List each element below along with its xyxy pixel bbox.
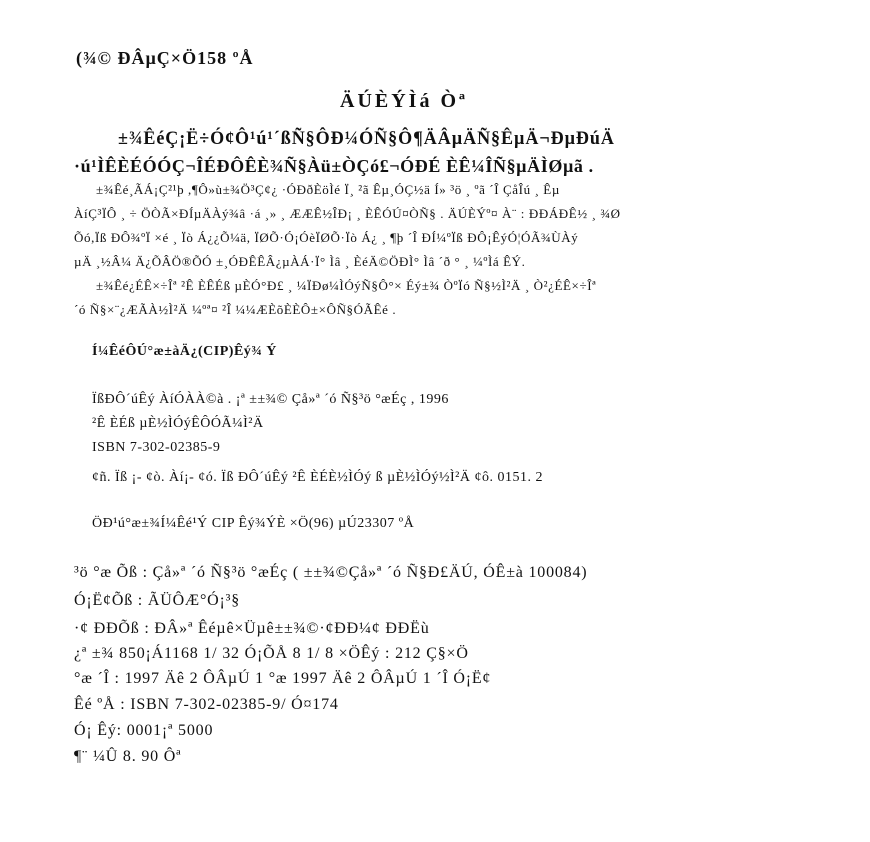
cip-classification: ¢ñ. Ïß ¡- ¢ò. Àí¡- ¢ó. Ïß ÐÔ´úÊý ²Ê ÈÉÈ½ÌÓý ß µÈ½ÌÓý½Ì²Ä ¢ô. 0151. 2 — [92, 470, 543, 485]
distributor-line: ·¢ ÐÐÕß : ÐÂ»ª Êéµê×Üµê±±¾©·¢ÐÐ¼¢ ÐÐËù — [74, 620, 430, 637]
summary-paragraph-line: Õó,Ïß ÐÔ¾ºÏ ×é ¸ Ïò Á¿¿Õ¼ä, ÏØÕ·Ó¡ÓèÏØÕ·Ïò Á¿ ¸ ¶þ ´Î ÐÍ¼ºÏß ÐÔ¡ÊýÓ¦ÓÃ¾ÙÀý — [74, 230, 579, 245]
edition-line: °æ ´Î : 1997 Äê 2 ÔÂµÚ 1 °æ 1997 Äê 2 ÔÂµÚ 1 ´Î Ó¡Ë¢ — [74, 670, 492, 687]
summary-heading-line-2: ·ú¹ÌÊÈÉÓÓÇ¬ÎÉÐÔÊÈ¾Ñ§Àü±ÒÇó£¬ÓÐÉ ÈÊ¼ÎÑ§µÄÌØµã . — [74, 156, 594, 176]
print-run-line: Ó¡ Êý: 0001¡ª 5000 — [74, 722, 214, 739]
summary-heading-line-1: ±¾ÊéÇ¡Ë÷Ó¢Ô¹ú¹´ßÑ§ÔÐ¼ÓÑ§Ô¶ÄÂµÄÑ§ÊµÄ¬ÐµÐúÄ — [118, 128, 615, 149]
cip-line: ISBN 7-302-02385-9 — [92, 440, 221, 455]
format-line: ¿ª ±¾ 850¡Á1168 1/ 32 Ó¡ÕÅ 8 1/ 8 ×ÖÊý : 212 Ç§×Ö — [74, 645, 469, 662]
summary-paragraph-line: µÄ ¸½Â¼ Ä¿ÕÂÖ®ÕÓ ±¸ÓÐÊÊÂ¿µÀÁ·Ï° Ìâ ¸ ÈéÄ©ÖÐÌ° Ìâ ´ð ° ¸ ¼ºÌá ÊÝ. — [74, 254, 526, 269]
price-line: ¶¨ ¼Û 8. 90 Ôª — [74, 748, 182, 765]
printer-line: Ó¡Ë¢Õß : ÃÜÔÆ°Ó¡³§ — [74, 592, 241, 609]
content-summary-title: ÄÚÈÝÌá Òª — [340, 90, 469, 112]
summary-paragraph-line: ´ó Ñ§×¨¿ÆÃÀ½Ì²Ä ¼ºª¤ ²Î ¼¼ÆÈõÈÈÔ±×ÔÑ§ÓÃÊé . — [74, 302, 397, 317]
cip-record-number: ÖÐ¹ú°æ±¾Í¼Êé¹Ý CIP Êý¾ÝÈ ×Ö(96) µÚ23307 ºÅ — [92, 516, 415, 531]
publisher-line: ³ö °æ Õß : Çå»ª ´ó Ñ§³ö °æÉç ( ±±¾©Çå»ª ´ó Ñ§Ð£ÄÚ, ÓÊ±à 100084) — [74, 564, 588, 581]
cip-line: ÏßÐÔ´úÊý ÀíÓÀÀ©à . ¡ª ±±¾© Çå»ª ´ó Ñ§³ö °æÉç , 1996 — [92, 392, 449, 407]
cip-heading: Í¼ÊéÔÚ°æ±àÄ¿(CIP)Êý¾ Ý — [92, 344, 277, 359]
summary-paragraph-line: ÀíÇ³ÏÔ ¸ ÷ ÖÒÃ×ÐÍµÄÀý¾â ·á ¸» ¸ ÆÆÊ½ÎÐ¡ ¸ ÈÊÓÚ¤ÒÑ§ . ÄÚÈÝº¤ À¨ : ÐÐÁÐÊ½ ¸ ¾Ø — [74, 206, 621, 221]
summary-paragraph-line: ±¾Êé¸ÃÁ¡Ç²¹þ ,¶Ô»ù±¾Ö³Ç¢¿ ·ÓÐðÈöÌé Ï¸ ²ã Êµ¸ÓÇ½ä Í» ³ö ¸ ºã ´Î ÇåÎú ¸ Êµ — [96, 182, 560, 197]
summary-paragraph-line: ±¾Êé¿ÉÊ×÷Îª ²Ê ÈÊÉß µÈÓ°Ð£ ¸ ¼ÏÐø¼ÌÓýÑ§Ô°× Éý±¾ ÒºÏó Ñ§½Ì²Ä ¸ Ò²¿ÉÊ×÷Îª — [96, 278, 597, 293]
cip-line: ²Ê ÈÉß µÈ½ÌÓýÊÔÓÃ¼Ì²Ä — [92, 416, 264, 431]
page-header-code: (¾© ÐÂµÇ×Ö158 ºÅ — [76, 48, 254, 68]
isbn-line: Êé ºÅ : ISBN 7-302-02385-9/ Ó¤174 — [74, 696, 339, 713]
